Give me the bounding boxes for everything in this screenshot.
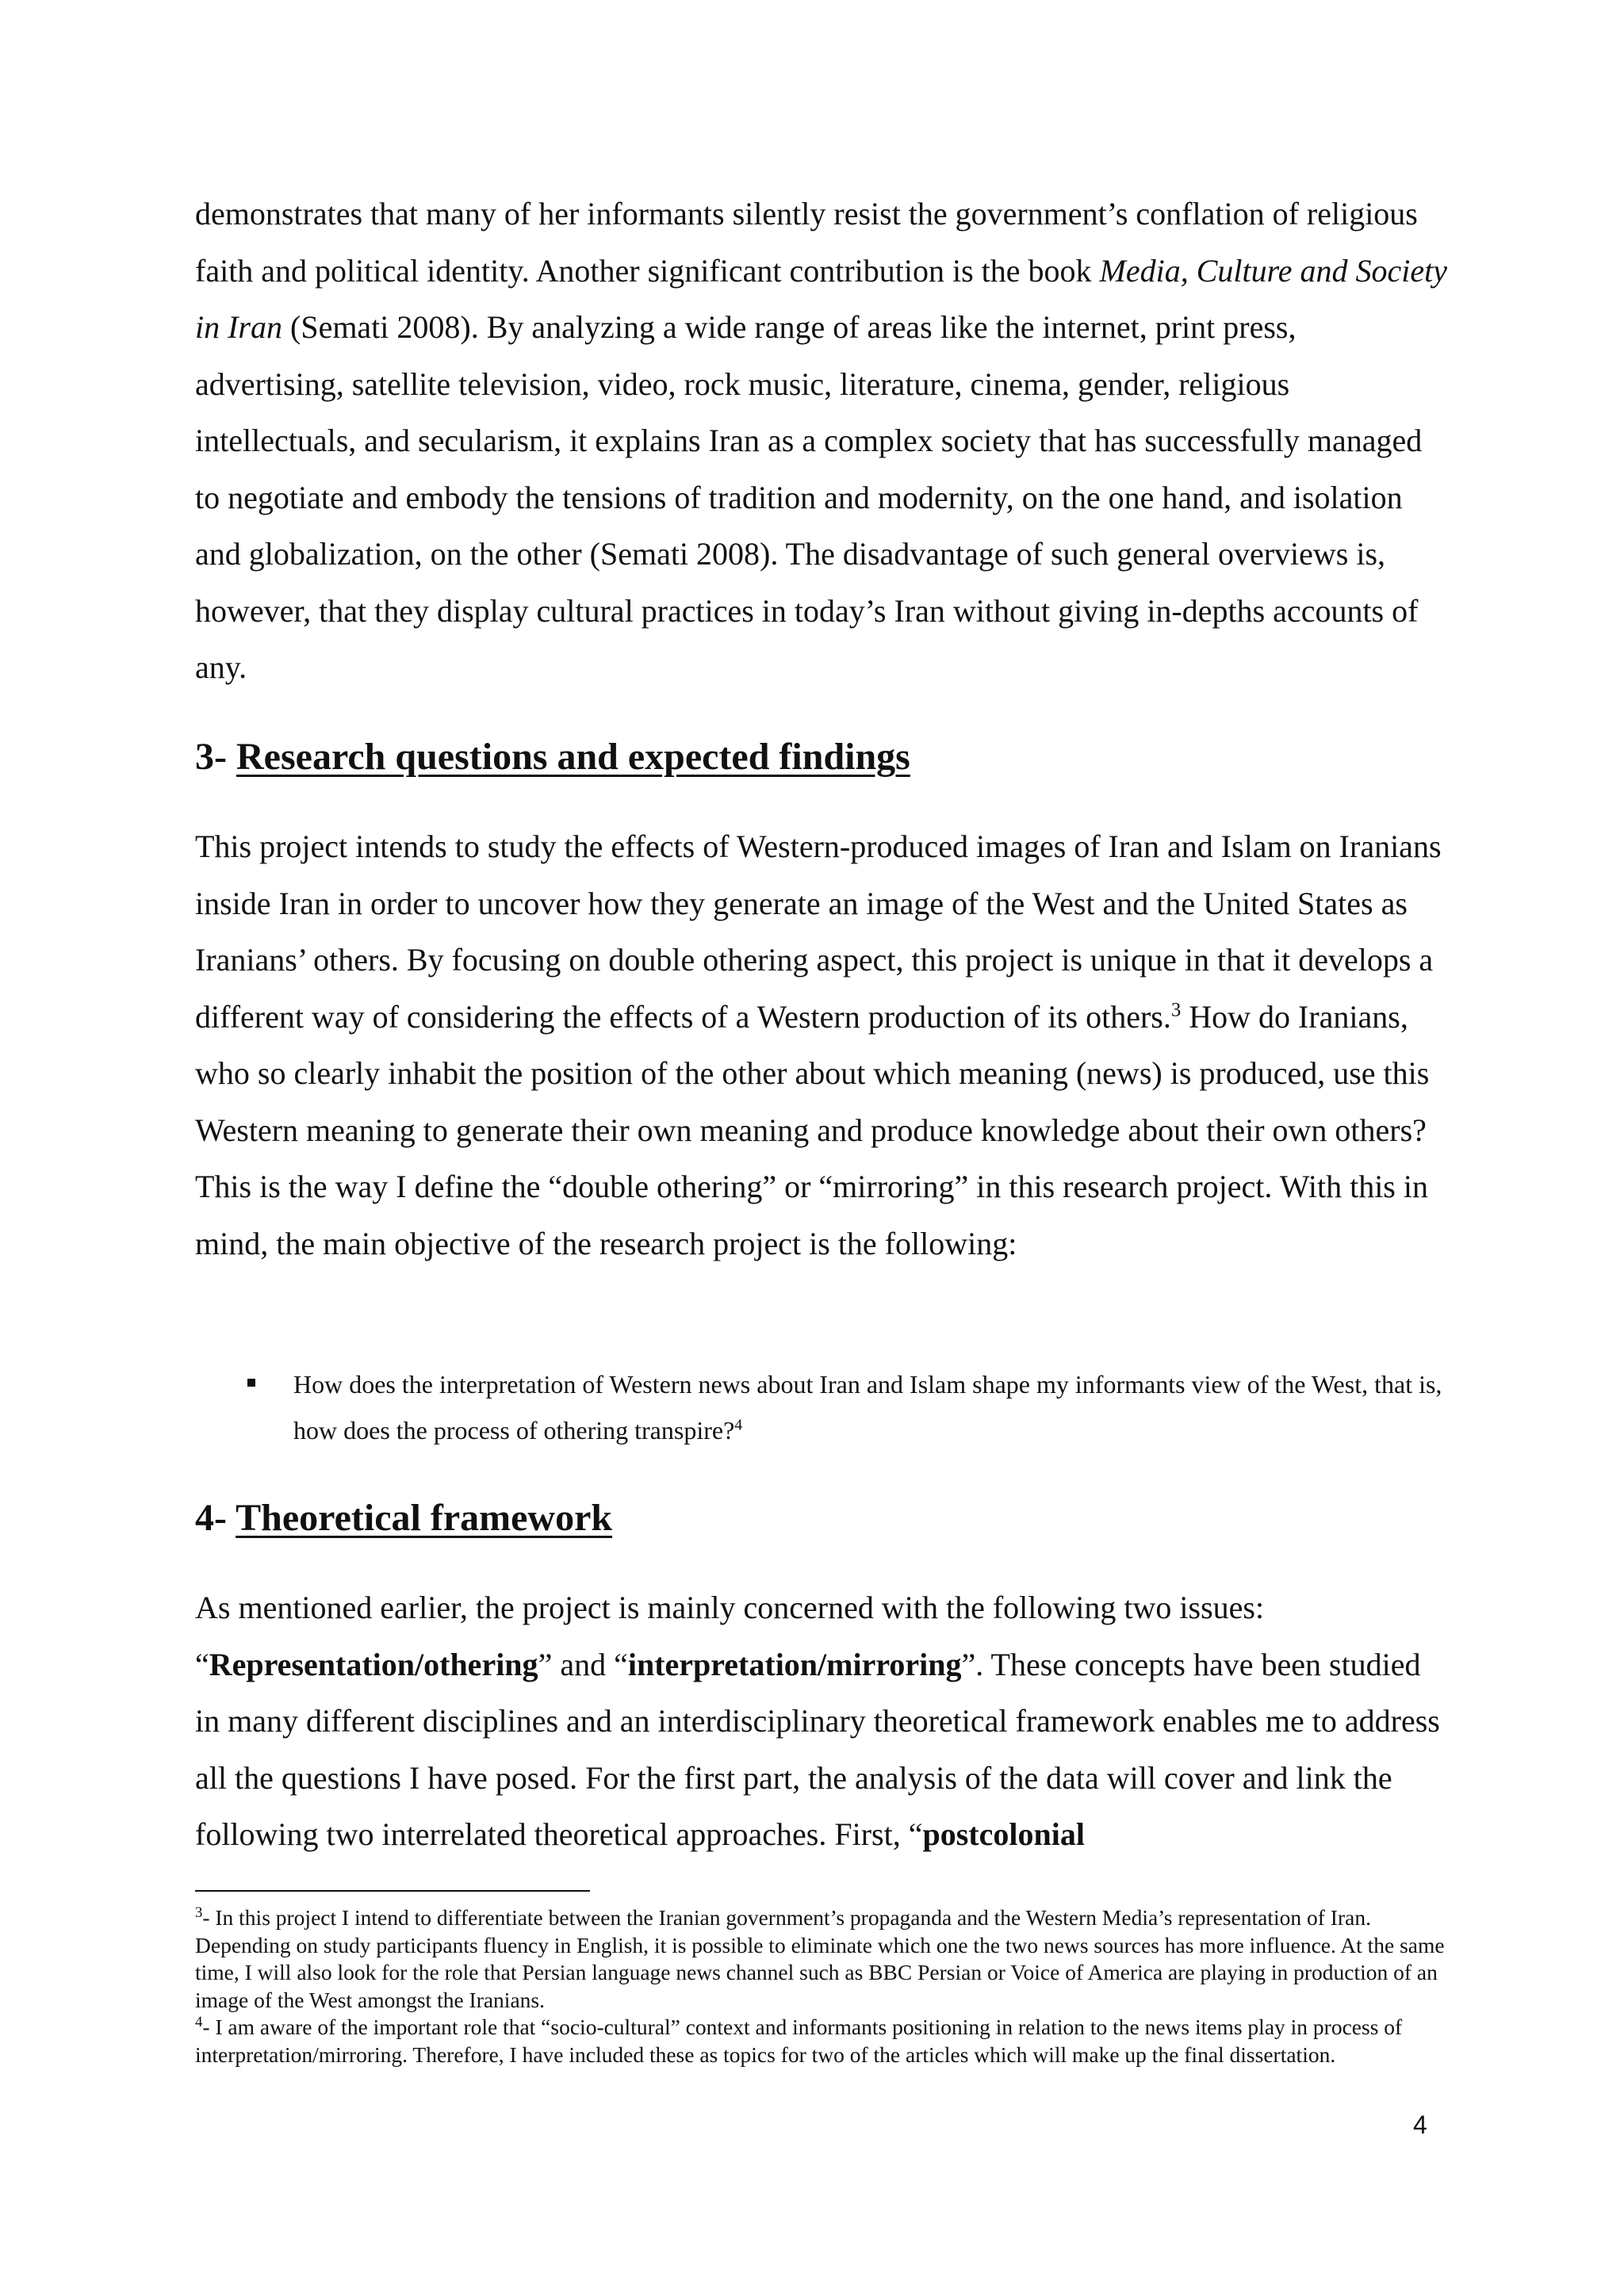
term-interpretation-mirroring: interpretation/mirroring	[627, 1646, 962, 1682]
footnote-number: 4	[195, 2013, 203, 2030]
footnote-ref-4[interactable]: 4	[734, 1416, 743, 1434]
section4-title: Theoretical framework	[236, 1497, 613, 1539]
section3-heading	[195, 733, 910, 781]
footnote-3	[195, 1904, 1448, 2014]
term-representation-othering: Representation/othering	[209, 1646, 538, 1682]
term-postcolonial: postcolonial	[922, 1816, 1085, 1852]
footnote-4	[195, 2014, 1448, 2068]
paragraph-rest-text: (Semati 2008). By analyzing a wide range of areas like the internet, print press, advertising, satellite television, video, rock music, literature, cinema, gender, religious intellectuals, and secularism, it explains Iran as a complex society that has successfully managed to negotiate and embody the tensions of tradition and modernity, on the one hand, and isolation and globalization, on the other (Semati 2008). The disadvantage of such general overviews is, however, that they display cultural practices in today’s Iran without giving in-depths accounts of any.	[195, 309, 1423, 685]
paragraph-intro-text: As mentioned earlier, the project is mainly concerned with the following two issues: “	[195, 1590, 1265, 1682]
section3-paragraph	[195, 818, 1448, 1272]
paragraph-text-continued: How do Iranians, who so clearly inhabit the position of the other about which meaning (news) is produced, use this Western meaning to generate their own meaning and produce knowledge about their own others? This is the way I define the “double othering” or “mirroring” in this research project. With this in mind, the main objective of the research project is the following:	[195, 998, 1430, 1261]
paragraph-text: This project intends to study the effects of Western-produced images of Iran and Islam on Iranians inside Iran in order to uncover how they generate an image of the West and the United States as Iranians’ others. By focusing on double othering aspect, this project is unique in that it develops a different way of considering the effects of a Western production of its others.	[195, 828, 1442, 1035]
section3-number: 3-	[195, 736, 236, 778]
book-title: Media, Culture and Society in Iran	[195, 252, 1447, 345]
section4-number: 4-	[195, 1497, 236, 1539]
section3-title: Research questions and expected findings	[236, 736, 910, 778]
objective-question: How does the interpretation of Western news about Iran and Islam shape my informants view of the West, that is, how does the process of othering transpire?	[293, 1370, 1442, 1445]
footnote-ref-3[interactable]: 3	[1170, 999, 1182, 1021]
footnote-text: - I am aware of the important role that “socio-cultural” context and informants positioning in relation to the news items play in process of interpretation/mirroring. Therefore, I have included these as topics for two of the articles which will make up the final dissertation.	[195, 2015, 1403, 2067]
paragraph-connector-text: ” and “	[538, 1646, 628, 1682]
footnotes	[195, 1904, 1448, 2068]
list-item	[238, 1361, 1459, 1453]
objectives-list	[238, 1361, 1459, 1453]
footnote-separator	[195, 1890, 590, 1892]
paragraph-lead-text: demonstrates that many of her informants silently resist the government’s conflation of religious faith and political identity. Another significant contribution is the book	[195, 196, 1418, 289]
page-number: 4	[1413, 2110, 1427, 2139]
section4-paragraph	[195, 1579, 1448, 1863]
paragraph-rest-text: ”. These concepts have been studied in many different disciplines and an interdisciplinary theoretical framework enables me to address all the questions I have posed. For the first part, the analysis of the data will cover and link the following two interrelated theoretical approaches. First, “	[195, 1646, 1440, 1852]
footnote-text: - In this project I intend to differentiate between the Iranian government’s propaganda and the Western Media’s representation of Iran. Depending on study participants fluency in English, it is possible to eliminate which one the two news sources has more influence. At the same time, I will also look for the role that Persian language news channel such as BBC Persian or Voice of America are playing in production of an image of the West amongst the Iranians.	[195, 1905, 1445, 2012]
section4-heading	[195, 1494, 612, 1542]
square-bullet-icon	[247, 1379, 255, 1387]
footnote-number: 3	[195, 1904, 203, 1921]
section2-closing-paragraph	[195, 186, 1448, 696]
